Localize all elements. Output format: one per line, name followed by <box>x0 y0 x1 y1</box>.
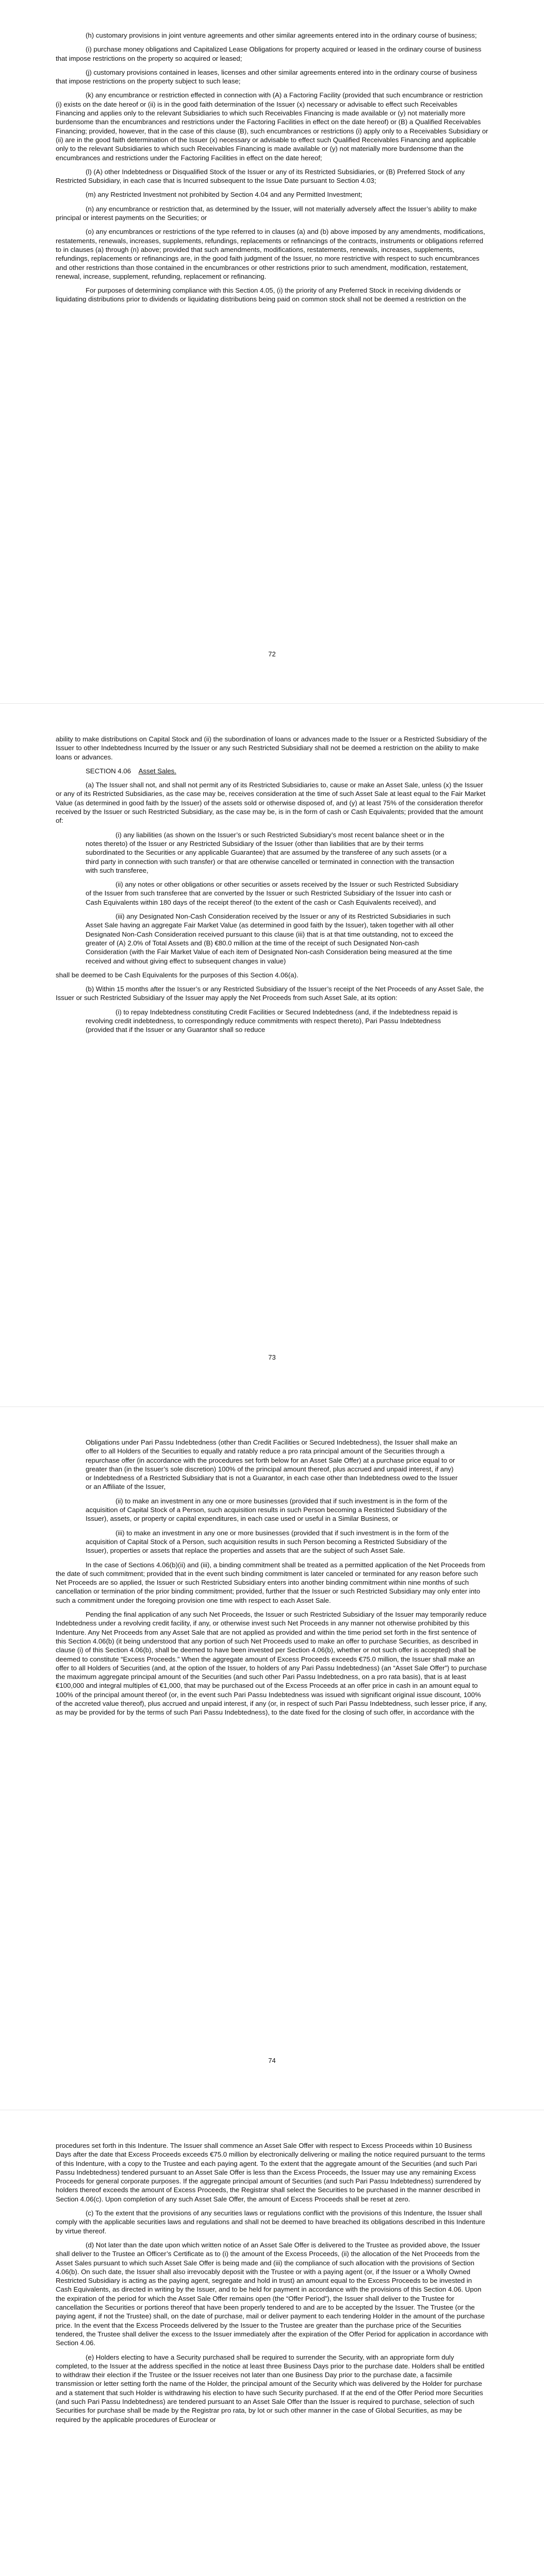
clause-o: (o) any encumbrances or restrictions of the type referred to in clauses (a) and (b) above imposed by any amendments, modifications, restatements, renewals, increases, supplements, refundings, replacements or refinancings of the contracts, instruments or obligations referred to in clauses (a) through (n) above; provided that such amendments, modifications, restatements, renewals, increases, supplements, refundings, replacements or refinancings are, in the good faith judgment of the Issuer, no more restrictive with respect to such encumbrances and other restrictions than those contained in the encumbrances or other restrictions prior to such amendment, modification, restatement, renewal, increase, supplement, refunding, replacement or refinancing. <box>56 228 485 280</box>
clause-a: (a) The Issuer shall not, and shall not permit any of its Restricted Subsidiaries to, cause or make an Asset Sale, unless (x) the Issuer or any of its Restricted Subsidiaries, as the case may be, receives consideration at the time of such Asset Sale at least equal to the Fair Market Value (as determined in good faith by the Issuer) of the assets sold or otherwise disposed of, and (y) at least 75% of the consideration therefor received by the Issuer or such Restricted Subsidiary, as the case may be, is in the form of cash or Cash Equivalents; provided that the amount of: <box>56 781 486 825</box>
clause-j: (j) customary provisions contained in leases, licenses and other similar agreements entered into in the ordinary course of business that impose restrictions on the property subject to such lease; <box>56 68 477 86</box>
subclause-b-ii: (ii) to make an investment in any one or more businesses (provided that if such investment is in the form of the acquisition of Capital Stock of a Person, such acquisition results in such Person becoming a Restricted Subsidiary of the Issuer), assets, or property or capital expenditures, in each case used or useful in a Similar Business, or <box>86 1497 448 1523</box>
page-body <box>56 1438 488 1722</box>
subclause-b-iii: (iii) to make an investment in any one or more businesses (provided that if such investment is in the form of the acquisition of Capital Stock of a Person, such acquisition results in such Person becoming a Restricted Subsidiary of the Issuer), properties or assets that replace the properties and assets that are the subject of such Asset Sale. <box>86 1529 449 1555</box>
deemed-cash-paragraph: shall be deemed to be Cash Equivalents for the purposes of this Section 4.06(a). <box>56 971 299 979</box>
page-number: 73 <box>268 1353 276 1361</box>
continuation-paragraph: Obligations under Pari Passu Indebtedness (other than Credit Facilities or Secured Indebtedness), the Issuer shall make an offer to all Holders of the Securities to equally and ratably reduce a pro rata principal amount of the Securities through a repurchase offer (in accordance with the procedures set forth below for an Asset Sale Offer) at a purchase price equal to or greater than (in the Issuer’s sole discretion) 100% of the principal amount thereof, plus accrued and unpaid interest, if any) or Indebtedness of a Restricted Subsidiary that is not a Guarantor, in each case other than Indebtedness owed to the Issuer or an Affiliate of the Issuer, <box>86 1438 458 1491</box>
page-body <box>56 735 488 1040</box>
page-number: 72 <box>268 650 276 658</box>
subclause-iii: (iii) any Designated Non-Cash Consideration received by the Issuer or any of its Restricted Subsidiaries in such Asset Sale having an aggregate Fair Market Value (as determined in good faith by the Issuer), taken together with all other Designated Non-Cash Consideration received pursuant to this clause (iii) that is at that time outstanding, not to exceed the greater of (A) 2.0% of Total Assets and (B) €80.0 million at the time of the receipt of such Designated Non-cash Consideration (with the Fair Market Value of each item of Designated Non-cash Consideration being measured at the time received and without giving effect to subsequent changes in value) <box>86 912 454 965</box>
subclause-ii: (ii) any notes or other obligations or other securities or assets received by the Issuer or such Restricted Subsidiary of the Issuer from such transferee that are converted by the Issuer or such Restricted Subsidiary of the Issuer into cash or Cash Equivalents within 180 days of the receipt thereof (to the extent of the cash or Cash Equivalents received), and <box>86 880 458 906</box>
clause-b: (b) Within 15 months after the Issuer’s or any Restricted Subsidiary of the Issuer’s receipt of the Net Proceeds of any Asset Sale, the Issuer or such Restricted Subsidiary of the Issuer may apply the Net Proceeds from such Asset Sale, at its option: <box>56 985 484 1002</box>
section-heading <box>56 767 488 775</box>
section-label: SECTION 4.06 <box>86 767 131 775</box>
subclause-i: (i) any liabilities (as shown on the Issuer’s or such Restricted Subsidiary’s most recent balance sheet or in the notes thereto) of the Issuer or any Restricted Subsidiary of the Issuer (other than liabilities that are by their terms subordinated to the Securities or any applicable Guarantee) that are assumed by the transferee of any such assets (or a third party in connection with such transfer) or that are otherwise cancelled or terminated in connection with the transaction with such transferee, <box>86 831 454 874</box>
page-body <box>56 31 488 309</box>
clause-k: (k) any encumbrance or restriction effected in connection with (A) a Factoring Facility (provided that such encumbrance or restriction (i) exists on the date hereof or (ii) is in the good faith determination of the Issuer (x) necessary or advisable to effect such Receivables Financing and applies only to the relevant Subsidiaries to which such Receivables Financing is made available or (y) not materially more burdensome than the encumbrances and restrictions under the Factoring Facilities in effect on the date hereof) or (B) a Qualified Receivables Financing; provided, however, that in the case of this clause (B), such encumbrances or restrictions (i) apply only to a Receivables Subsidiary or (ii) are in the good faith determination of the Issuer (x) necessary or advisable to effect such Qualified Receivables Financing and applicable only to the relevant Subsidiaries to which such Receivables Financing is made available or (y) not materially more burdensome than the encumbrances and restrictions under the Factoring Facilities in effect on the date hereof; <box>56 91 488 162</box>
continuation-paragraph: procedures set forth in this Indenture. The Issuer shall commence an Asset Sale Offer with respect to Excess Proceeds within 10 Business Days after the date that Excess Proceeds exceeds €75.0 million by electronically delivering or mailing the notice required pursuant to the terms of this Indenture, with a copy to the Trustee and each paying agent. To the extent that the aggregate amount of the Securities (and such Pari Passu Indebtedness) tendered pursuant to an Asset Sale Offer is less than the Excess Proceeds, the Issuer may use any remaining Excess Proceeds for general corporate purposes. If the aggregate principal amount of Securities (and such Pari Passu Indebtedness) surrendered by holders thereof exceeds the amount of Excess Proceeds, the Registrar shall select the Securities to be purchased in the manner described in Section 4.06(c). Upon completion of any such Asset Sale Offer, the amount of Excess Proceeds shall be reset at zero. <box>56 2142 485 2203</box>
clause-c: (c) To the extent that the provisions of any securities laws or regulations conflict with the provisions of this Indenture, the Issuer shall comply with the applicable securities laws and regulations and shall not be deemed to have breached its obligations described in this Indenture by virtue thereof. <box>56 2209 485 2235</box>
excess-proceeds-paragraph: Pending the final application of any such Net Proceeds, the Issuer or such Restricted Subsidiary of the Issuer may temporarily reduce Indebtedness under a revolving credit facility, if any, or otherwise invest such Net Proceeds in any manner not otherwise prohibited by this Indenture. Any Net Proceeds from any Asset Sale that are not applied as provided and within the time period set forth in the first sentence of this Section 4.06(b) (it being understood that any portion of such Net Proceeds used to make an offer to purchase Securities, as described in clause (i) of this Section 4.06(b), shall be deemed to have been invested per Section 4.06(b), whether or not such offer is accepted) shall be deemed to constitute “Excess Proceeds.” When the aggregate amount of Excess Proceeds exceeds €75.0 million, the Issuer shall make an offer to all Holders of Securities (and, at the option of the Issuer, to holders of any Pari Passu Indebtedness) (an “Asset Sale Offer”) to purchase the maximum aggregate principal amount of the Securities (and such other Pari Passu Indebtedness, on a pro rata basis), that is at least €100,000 and integral multiples of €1,000, that may be purchased out of the Excess Proceeds at an offer price in cash in an amount equal to 100% of the principal amount thereof (or, in the event such Pari Passu Indebtedness was issued with significant original issue discount, 100% of the accreted value thereof), plus accrued and unpaid interest, if any (or, in respect of such Pari Passu Indebtedness, such lesser price, if any, as may be provided for by the terms of such Pari Passu Indebtedness), to the date fixed for the closing of such offer, in accordance with the <box>56 1611 487 1717</box>
clause-d: (d) Not later than the date upon which written notice of an Asset Sale Offer is delivered to the Trustee as provided above, the Issuer shall deliver to the Trustee an Officer’s Certificate as to (i) the amount of the Excess Proceeds, (ii) the allocation of the Net Proceeds from the Asset Sales pursuant to which such Asset Sale Offer is being made and (iii) the compliance of such allocation with the provisions of Section 4.06(b). On such date, the Issuer shall also irrevocably deposit with the Trustee or with a paying agent (or, if the Issuer or a Wholly Owned Restricted Subsidiary is acting as the paying agent, segregate and hold in trust) an amount equal to the Excess Proceeds to be invested in Cash Equivalents, as directed in writing by the Issuer, and to be held for payment in accordance with the provisions of this Section 4.06. Upon the expiration of the period for which the Asset Sale Offer remains open (the “Offer Period”), the Issuer shall deliver to the Trustee for cancellation the Securities or portions thereof that have been properly tendered to and are to be accepted by the Issuer. The Trustee (or the paying agent, if not the Trustee) shall, on the date of purchase, mail or deliver payment to each tendering Holder in the amount of the purchase price. In the event that the Excess Proceeds delivered by the Issuer to the Trustee are greater than the purchase price of the Securities tendered, the Trustee shall deliver the excess to the Issuer immediately after the expiration of the Offer Period for application in accordance with Section 4.06. <box>56 2241 488 2347</box>
clause-h: (h) customary provisions in joint venture agreements and other similar agreements entered into in the ordinary course of business; <box>86 31 477 39</box>
compliance-paragraph: For purposes of determining compliance with this Section 4.05, (i) the priority of any Preferred Stock in receiving dividends or liquidating distributions prior to dividends or liquidating distributions being paid on common stock shall not be deemed a restriction on the <box>56 286 467 303</box>
clause-m: (m) any Restricted Investment not prohibited by Section 4.04 and any Permitted Investment; <box>86 191 362 199</box>
subclause-b-i: (i) to repay Indebtedness constituting Credit Facilities or Secured Indebtedness (and, if the Indebtedness repaid is revolving credit indebtedness, to correspondingly reduce commitments with respect thereto), Pari Passu Indebtedness (provided that if the Issuer or any Guarantor shall so reduce <box>86 1008 458 1034</box>
page-body <box>56 2141 488 2429</box>
page-74 <box>0 1406 544 2110</box>
clause-l: (l) (A) other Indebtedness or Disqualified Stock of the Issuer or any of its Restricted Subsidiaries, or (B) Preferred Stock of any Restricted Subsidiary, in each case that is Incurred subsequent to the Issue Date pursuant to Section 4.03; <box>56 167 465 185</box>
clause-n: (n) any encumbrance or restriction that, as determined by the Issuer, will not materially adversely affect the Issuer’s ability to make principal or interest payments on the Securities; or <box>56 205 477 222</box>
clause-i: (i) purchase money obligations and Capitalized Lease Obligations for property acquired or leased in the ordinary course of business that impose restrictions on the property so acquired or leased; <box>56 45 482 62</box>
page-73 <box>0 703 544 1406</box>
section-title: Asset Sales. <box>138 767 176 775</box>
page-number: 74 <box>268 2057 276 2064</box>
continuation-paragraph: ability to make distributions on Capital Stock and (ii) the subordination of loans or advances made to the Issuer or a Restricted Subsidiary of the Issuer to other Indebtedness Incurred by the Issuer or any such Restricted Subsidiary shall not be deemed a restriction on the ability to make loans or advances. <box>56 735 487 761</box>
binding-commitment-paragraph: In the case of Sections 4.06(b)(ii) and (iii), a binding commitment shall be treated as a permitted application of the Net Proceeds from the date of such commitment; provided that in the event such binding commitment is later canceled or terminated for any reason before such Net Proceeds are so applied, the Issuer or such Restricted Subsidiary enters into another binding commitment within nine months of such cancellation or termination of the prior binding commitment; provided, further that the Issuer or such Restricted Subsidiary may only enter into such a commitment under the foregoing provision one time with respect to each Asset Sale. <box>56 1561 485 1604</box>
page-75 <box>0 2110 544 2576</box>
page-72 <box>0 0 544 703</box>
clause-e: (e) Holders electing to have a Security purchased shall be required to surrender the Security, with an appropriate form duly completed, to the Issuer at the address specified in the notice at least three Business Days prior to the purchase date. Holders shall be entitled to withdraw their election if the Trustee or the Issuer receives not later than one Business Day prior to the purchase date, a facsimile transmission or letter setting forth the name of the Holder, the principal amount of the Security which was delivered by the Holder for purchase and a statement that such Holder is withdrawing his election to have such Security purchased. If at the end of the Offer Period more Securities (and such Pari Passu Indebtedness) are tendered pursuant to an Asset Sale Offer than the Issuer is required to purchase, selection of such Securities for purchase shall be made by the Registrar pro rata, by lot or such other manner in the case of Global Securities, as may be required by the applicable procedures of Euroclear or <box>56 2353 485 2424</box>
